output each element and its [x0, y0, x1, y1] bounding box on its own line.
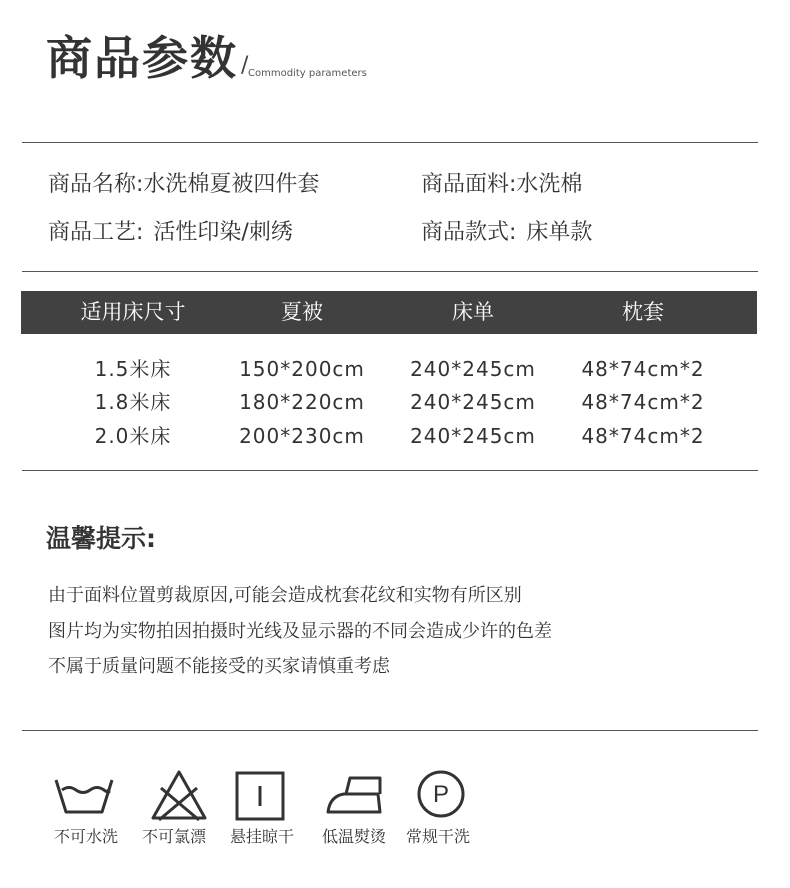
no-machine-wash-icon: [52, 768, 116, 828]
no-bleach-icon: [147, 768, 211, 828]
table-cell: 48*74cm*2: [581, 424, 705, 448]
table-cell: 150*200cm: [239, 357, 365, 381]
size-table-body: [21, 355, 757, 455]
divider-table: [22, 470, 758, 471]
table-cell: 1.5米床: [94, 357, 172, 381]
info-name-label: 商品名称:: [48, 172, 144, 197]
table-cell: 240*245cm: [410, 390, 536, 414]
size-table-header: [21, 291, 757, 334]
care-label: 常规干洗: [405, 827, 470, 846]
info-craft: [48, 219, 293, 247]
tip-line: 不属于质量问题不能接受的买家请慎重考虑: [48, 656, 390, 677]
dry-clean-icon-glyph: P: [432, 781, 450, 808]
table-cell: 1.8米床: [94, 390, 172, 414]
table-cell: 2.0米床: [94, 424, 172, 448]
info-style-label: 商品款式:: [421, 220, 517, 245]
table-row: [21, 422, 757, 450]
divider-top: [22, 142, 758, 143]
size-table-header-cell: 枕套: [622, 300, 664, 324]
info-fabric-value: 水洗棉: [516, 172, 583, 197]
info-fabric-label: 商品面料:: [421, 172, 517, 197]
info-style-value: 床单款: [526, 220, 593, 245]
info-fabric: [421, 171, 582, 199]
info-craft-value: 活性印染/刺绣: [153, 220, 293, 245]
page-title: 商品参数: [46, 31, 238, 85]
divider-tips: [22, 730, 758, 731]
care-label: 不可氯漂: [141, 827, 206, 846]
divider-info: [22, 271, 758, 272]
table-cell: 240*245cm: [410, 357, 536, 381]
size-table-header-cell: 夏被: [281, 300, 323, 324]
size-table-header-cell: 床单: [452, 300, 494, 324]
info-style: [421, 219, 592, 247]
care-label: 低温熨烫: [321, 827, 386, 846]
table-row: [21, 355, 757, 383]
table-cell: 180*220cm: [239, 390, 365, 414]
info-craft-label: 商品工艺:: [48, 220, 144, 245]
info-name-value: 水洗棉夏被四件套: [143, 172, 320, 197]
low-iron-icon: [324, 768, 388, 828]
care-label: 不可水洗: [53, 827, 118, 846]
page-subtitle: Commodity parameters: [248, 68, 367, 79]
tip-line: 图片均为实物拍因拍摄时光线及显示器的不同会造成少许的色差: [48, 621, 552, 642]
table-cell: 240*245cm: [410, 424, 536, 448]
table-cell: 200*230cm: [239, 424, 365, 448]
table-cell: 48*74cm*2: [581, 357, 705, 381]
tips-title: 温馨提示:: [46, 524, 156, 553]
tip-line: 由于面料位置剪裁原因,可能会造成枕套花纹和实物有所区别: [48, 585, 522, 606]
table-cell: 48*74cm*2: [581, 390, 705, 414]
hang-dry-icon: [228, 768, 292, 828]
info-product-name: [48, 171, 319, 199]
size-table-header-cell: 适用床尺寸: [80, 300, 186, 324]
title-slash: /: [241, 53, 249, 78]
dry-clean-icon: [413, 768, 477, 828]
care-label: 悬挂晾干: [229, 827, 294, 846]
table-row: [21, 388, 757, 416]
